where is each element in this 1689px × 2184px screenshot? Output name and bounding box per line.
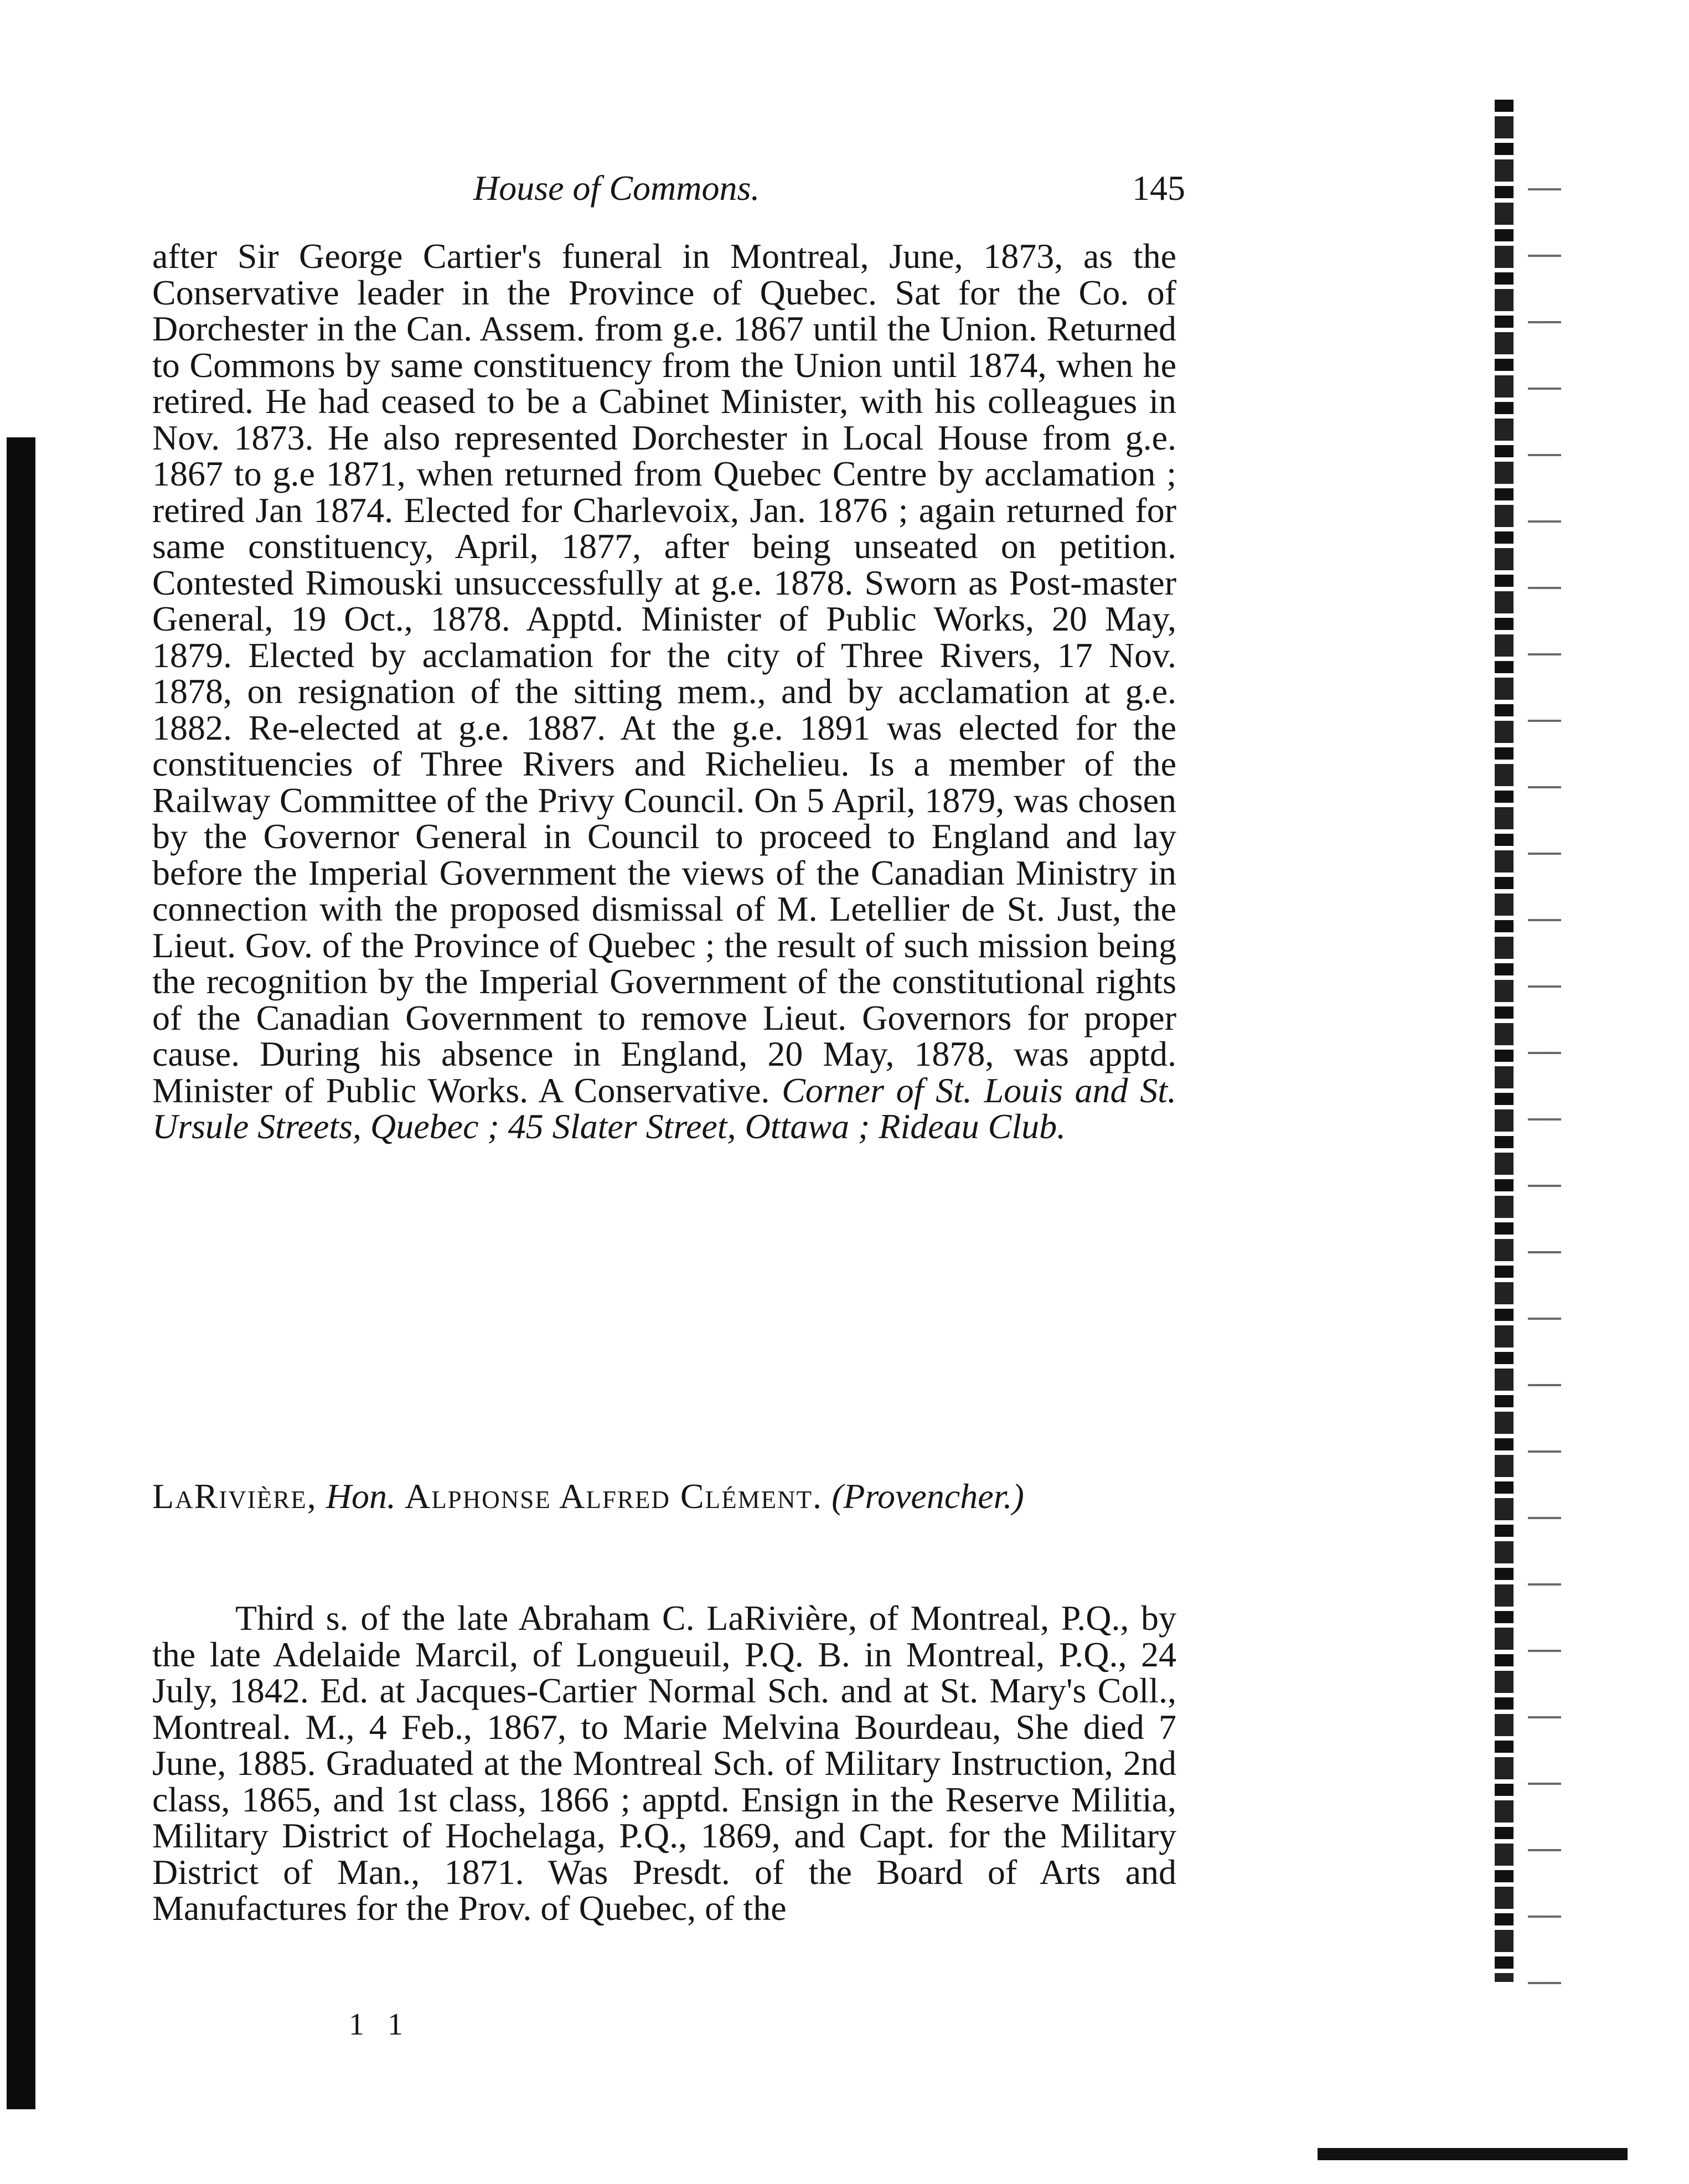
scan-binding-edge-right [1495,100,1514,1982]
biography-address: Corner of St. Louis and St. Ursule Streets, Quebec ; 45 Slater Street, Ottawa ; Rideau Club. [152,1070,1177,1146]
entry-given-names: Alphonse Alfred Clément. [404,1476,823,1516]
biography-paragraph [152,238,1176,1145]
scan-bottom-edge [1318,2148,1628,2160]
running-title: House of Commons. [473,168,760,208]
entry-constituency: (Provencher.) [831,1476,1024,1516]
running-head [152,163,1185,213]
page-number: 145 [1132,168,1185,208]
entry-paragraph: Third s. of the late Abraham C. LaRivière, of Montreal, P.Q., by the late Adelaide Marcil, of Longueuil, P.Q. B. in Montreal, P.Q., 24 July, 1842. Ed. at Jacques-Cartier Normal Sch. and at St. Mary's Coll., Montreal. M., 4 Feb., 1867, to Marie Melvina Bourdeau, She died 7 June, 1885. Graduated at the Montreal Sch. of Military Instruction, 2nd class, 1865, and 1st class, 1866 ; apptd. Ensign in the Reserve Militia, Military District of Hochelaga, P.Q., 1869, and Capt. for the Military District of Man., 1871. Was Presdt. of the Board of Arts and Manufactures for the Prov. of Quebec, of the [152,1598,1176,1928]
entry-honorific: Hon. [326,1476,396,1516]
entry-surname: LaRivière, [152,1476,317,1516]
scan-page-stack-edge [1528,166,1561,2004]
entry-biography [152,1600,1176,1927]
entry-heading [152,1478,1176,1515]
scan-binding-edge-left [7,437,35,2109]
biography-text: after Sir George Cartier's funeral in Montreal, June, 1873, as the Conservative leader in the Province of Quebec. Sat for the Co. of Dorchester in the Can. Assem. from g.e. 1867 until the Union. Returned to Commons by same constituency from the Union until 1874, when he retired. He had ceased to be a Cabinet Minister, with his colleagues in Nov. 1873. He also represented Dorchester in Local House from g.e. 1867 to g.e 1871, when returned from Quebec Centre by acclamation ; retired Jan 1874. Elected for Charlevoix, Jan. 1876 ; again returned for same constituency, April, 1877, after being unseated on petition. Contested Rimouski unsuccessfully at g.e. 1878. Sworn as Post-master General, 19 Oct., 1878. Apptd. Minister of Public Works, 20 May, 1879. Elected by acclamation for the city of Three Rivers, 17 Nov. 1878, on resignation of the sitting mem., and by acclamation at g.e. 1882. Re-elected at g.e. 1887. At the g.e. 1891 was elected for the constituencies of Three Rivers and Richelieu. Is a member of the Railway Committee of the Privy Council. On 5 April, 1879, was chosen by the Governor General in Council to proceed to England and lay before the Imperial Government the views of the Canadian Ministry in connection with the proposed dismissal of M. Letellier de St. Just, the Lieut. Gov. of the Province of Quebec ; the result of such mission being the recognition by the Imperial Government of the constitutional rights of the Canadian Government to remove Lieut. Governors for proper cause. During his absence in England, 20 May, 1878, was apptd. Minister of Public Works. A Conservative. [152,236,1176,1110]
signature-mark: 1 1 [349,2007,411,2042]
continued-biography [152,238,1176,1145]
